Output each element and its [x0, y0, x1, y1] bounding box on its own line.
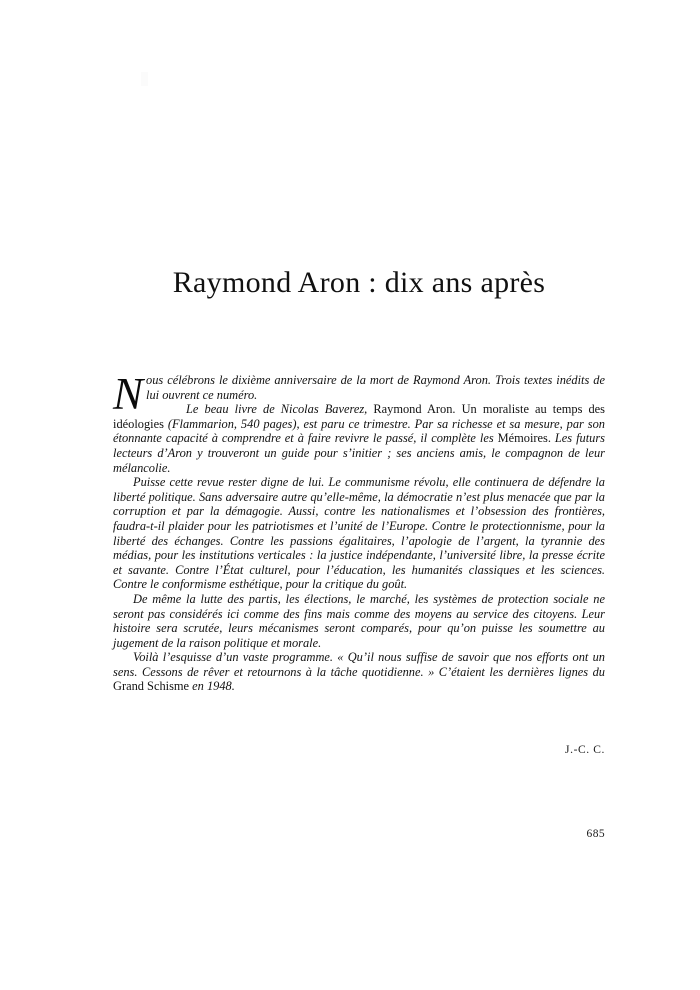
drop-cap-letter: N: [113, 369, 144, 419]
page-number-folio: 685: [586, 828, 605, 840]
article-body: [113, 369, 606, 694]
paragraph-book-review: [113, 402, 605, 475]
paragraph-lead-text: ous célébrons le dixième anniversaire de la mort de Raymond Aron. Trois textes inédits de lui ouvrent ce numéro.: [146, 373, 605, 402]
page-title: Raymond Aron : dix ans après: [172, 266, 546, 299]
paragraph-revue-principles: Puisse cette revue rester digne de lui. Le communisme révolu, elle continuera de défendre la liberté politique. Sans adversaire autre qu’elle-même, la démocratie n’est plus menacée que par la corruption et par la démagogie. Aussi, contre les nationalismes et l’obsession des frontières, faudra-t-il plaider pour les patriotismes et l’unité de l’Europe. Contre le protectionnisme, pour la liberté des échanges. Contre les passions égalitaires, l’apologie de l’argent, la tyrannie des médias, pour les institutions verticales : la justice indépendante, l’université libre, la presse écrite et savante. Contre l’État culturel, pour l’éducation, les humanités classiques et les sciences. Contre le conformisme esthétique, pour la critique du goût.: [113, 475, 605, 592]
closing-quotation-text: Voilà l’esquisse d’un vaste programme. « Qu’il nous suffise de savoir que nos efforts ont un sens. Cessons de rêver et retournons à la tâche quotidienne. » C’étaient les dernières lignes du: [113, 650, 605, 679]
grand-schisme-title-roman: Grand Schisme: [113, 679, 190, 694]
book-author-phrase: Le beau livre de Nicolas Baverez,: [186, 402, 368, 417]
paragraph-closing-quotation: [113, 650, 605, 694]
book-title-roman: Raymond Aron. Un moraliste au temps des idéologies: [113, 402, 606, 431]
memoires-title-roman: Mémoires.: [497, 431, 551, 446]
closing-year-phrase: en 1948.: [189, 679, 235, 694]
book-closing-phrase: Les futurs lecteurs d’Aron y trouveront un guide pour s’initier ; ses anciens amis, le compagnon de leur mélancolie.: [113, 431, 605, 475]
author-signature: J.-C. C.: [565, 744, 605, 756]
paragraph-politics-means: De même la lutte des partis, les élections, le marché, les systèmes de protection sociale ne seront pas considérés ici comme des fins mais comme des moyens au service des citoyens. Leur histoire sera scrutée, leurs mécanismes seront comparés, pour qu’on puisse les soumettre au jugement de la raison politique et morale.: [113, 591, 605, 650]
scan-artifact-speck: [141, 72, 148, 86]
book-publisher-phrase: (Flammarion, 540 pages), est paru ce trimestre. Par sa richesse et sa mesure, par son étonnante capacité à comprendre et à faire revivre le passé, il complète les: [113, 416, 605, 446]
